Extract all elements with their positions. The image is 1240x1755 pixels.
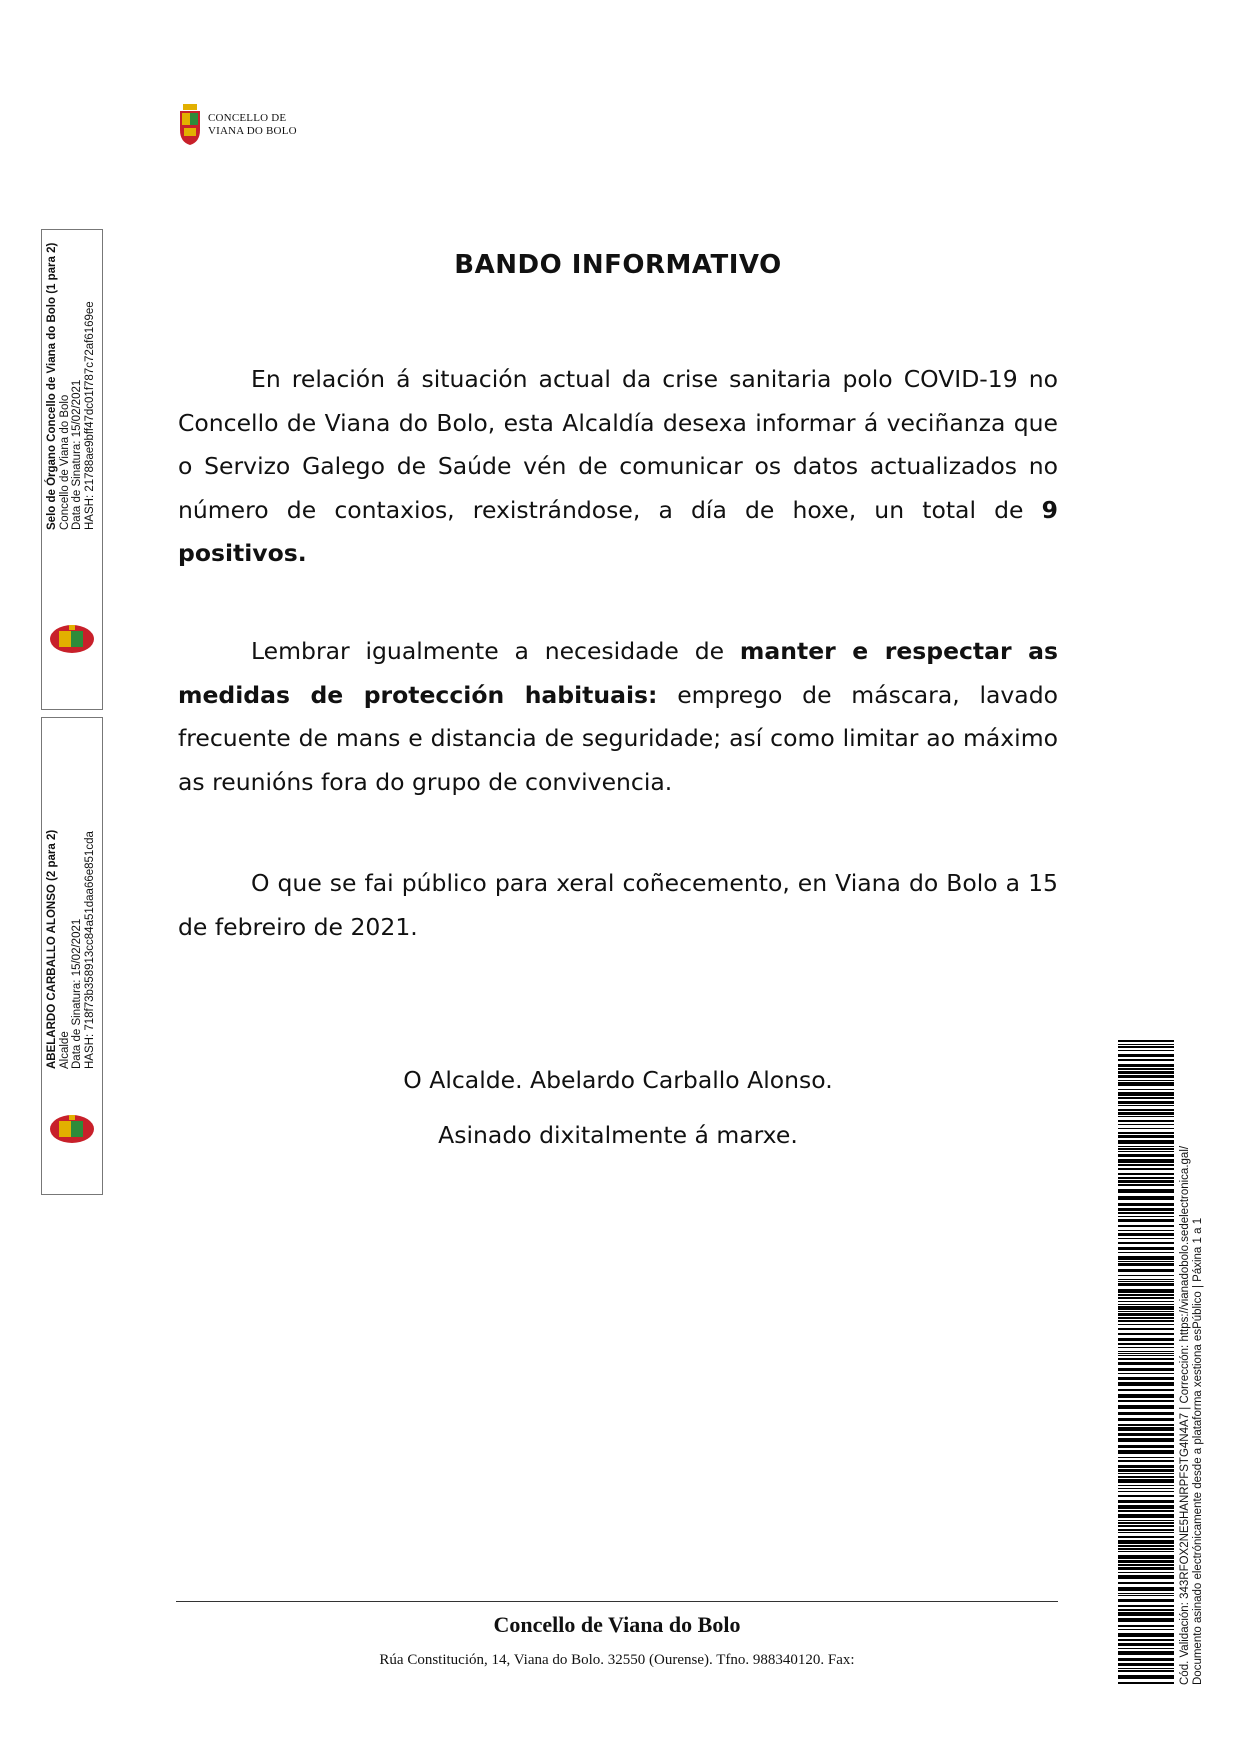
barcode-bar <box>1118 1328 1174 1330</box>
barcode-bar <box>1118 1525 1174 1527</box>
barcode-bar <box>1118 1109 1174 1111</box>
barcode-bar <box>1118 1564 1174 1566</box>
barcode-bar <box>1118 1289 1174 1293</box>
barcode-bar <box>1118 1485 1174 1486</box>
barcode-bar <box>1118 1605 1174 1607</box>
stamp-entity: Concello de Viana do Bolo <box>58 394 71 530</box>
barcode-bar <box>1118 1476 1174 1478</box>
paragraph-situation <box>178 358 1058 576</box>
barcode-bar <box>1118 1101 1174 1104</box>
paragraph-bold-count: 9 positivos. <box>178 495 1058 567</box>
signature-name: O Alcalde. Abelardo Carballo Alonso. <box>403 1066 833 1094</box>
paragraph-text: En relación á situación actual da crise sanitaria polo COVID-19 no Concello de Viana do Bolo, esta Alcaldía desexa informar á veciñanza que o Servizo Galego de Saúde vén de comunicar os datos actualizados no número de contaxios, rexistrándose, a día de hoxe, un total de <box>178 365 1058 524</box>
validation-code-line: Cód. Validación: 343RFOX2NE5HANRPFSTG4N4A7 | Corrección: https://vianadobolo.sedelectronica.gal/ <box>1179 1145 1191 1685</box>
barcode-bar <box>1118 1173 1174 1175</box>
coat-of-arms-icon <box>178 104 202 146</box>
barcode-bar <box>1118 1572 1174 1573</box>
barcode-bar <box>1118 1140 1174 1144</box>
barcode-bar <box>1118 1306 1174 1310</box>
stamp-date: Data de Sinatura: 15/02/2021 <box>71 379 83 530</box>
barcode-bar <box>1118 1212 1174 1214</box>
barcode-bar <box>1118 1400 1174 1402</box>
barcode-bar <box>1118 1633 1174 1637</box>
barcode-bar <box>1118 1473 1174 1474</box>
barcode-bar <box>1118 1128 1174 1129</box>
stamp-text <box>46 243 96 530</box>
barcode-bar <box>1118 1092 1174 1096</box>
barcode-bar <box>1118 1629 1174 1630</box>
barcode-bar <box>1118 1089 1174 1090</box>
barcode-bar <box>1118 1159 1174 1163</box>
barcode-bar <box>1118 1353 1174 1354</box>
paragraph-text: O que se fai público para xeral coñecemento, en Viana do Bolo a 15 de febreiro de 2021. <box>178 869 1058 941</box>
barcode-bar <box>1118 1044 1174 1045</box>
barcode-bar <box>1118 1643 1174 1646</box>
barcode-bar <box>1118 1433 1174 1436</box>
validation-platform-line: Documento asinado electrónicamente desde a plataforma xestiona esPúblico | Páxina 1 a 1 <box>1192 1217 1204 1685</box>
document-title: BANDO INFORMATIVO <box>454 250 782 280</box>
barcode-bar <box>1118 1355 1174 1356</box>
barcode-bar <box>1118 1304 1174 1305</box>
barcode-bar <box>1118 1536 1174 1538</box>
barcode-bar <box>1118 1599 1174 1602</box>
barcode-bar <box>1118 1238 1174 1239</box>
barcode-bar <box>1118 1658 1174 1661</box>
barcode-bar <box>1118 1450 1174 1454</box>
barcode-bar <box>1118 1148 1174 1150</box>
barcode-bar <box>1118 1582 1174 1584</box>
stamp-hash: HASH: 21788ae9bff47dc01f787c72af6169ee <box>83 301 96 530</box>
barcode-bar <box>1118 1675 1174 1679</box>
footer-address: Rúa Constitución, 14, Viana do Bolo. 32550 (Ourense). Tfno. 988340120. Fax: <box>379 1652 855 1668</box>
seal-icon <box>49 1114 95 1144</box>
barcode-bar <box>1118 1320 1174 1322</box>
barcode-bar <box>1118 1064 1174 1067</box>
barcode-bar <box>1118 1324 1174 1325</box>
barcode-bar <box>1118 1373 1174 1374</box>
barcode-bar <box>1118 1297 1174 1299</box>
validation-text <box>1179 1146 1205 1685</box>
paragraph-bold-measures: manter e respectar as medidas de protección habituais: <box>178 637 1058 709</box>
barcode-bar <box>1118 1216 1174 1217</box>
barcode-bar <box>1118 1351 1174 1352</box>
barcode-bar <box>1118 1256 1174 1260</box>
seal-icon <box>49 624 95 654</box>
barcode-bar <box>1118 1668 1174 1669</box>
barcode-bar <box>1118 1080 1174 1081</box>
logo-line2: VIANA DO BOLO <box>208 125 297 137</box>
barcode-bar <box>1118 1520 1174 1521</box>
barcode-bar <box>1118 1445 1174 1448</box>
barcode-bar <box>1118 1275 1174 1276</box>
barcode-bar <box>1118 1609 1174 1611</box>
barcode-bar <box>1118 1317 1174 1319</box>
council-logo <box>178 104 297 146</box>
paragraph-text-b: emprego de máscara, lavado frecuente de mans e distancia de seguridade; así como limitar ao máximo as reunións fora do grupo de convivencia. <box>178 680 1058 796</box>
barcode-bar <box>1118 1313 1174 1316</box>
barcode-bar <box>1118 1625 1174 1627</box>
stamp-role: Alcalde <box>58 1031 71 1069</box>
barcode-bar <box>1118 1682 1174 1684</box>
barcode-bar <box>1118 1203 1174 1206</box>
barcode-bar <box>1118 1071 1174 1074</box>
barcode-bar <box>1118 1424 1174 1426</box>
barcode-bar <box>1118 1551 1174 1552</box>
barcode-bar <box>1118 1059 1174 1061</box>
barcode-bar <box>1118 1465 1174 1468</box>
barcode-bar <box>1118 1124 1174 1125</box>
logo-line1: CONCELLO DE <box>208 112 287 124</box>
barcode-bar <box>1118 1612 1174 1616</box>
barcode-bar <box>1118 1112 1174 1115</box>
signature-stamp-organ <box>41 229 103 710</box>
barcode-bar <box>1118 1500 1174 1503</box>
paragraph-text-a: Lembrar igualmente a necesidade de <box>251 637 740 665</box>
barcode-bar <box>1118 1196 1174 1200</box>
barcode-bar <box>1118 1184 1174 1186</box>
barcode-bar <box>1118 1269 1174 1272</box>
barcode-bar <box>1118 1389 1174 1391</box>
barcode-bar <box>1118 1491 1174 1492</box>
barcode-bar <box>1118 1252 1174 1253</box>
barcode-bar <box>1118 1405 1174 1409</box>
barcode-bar <box>1118 1050 1174 1051</box>
barcode-bar <box>1118 1116 1174 1117</box>
barcode-bar <box>1118 1177 1174 1179</box>
barcode-bar <box>1118 1648 1174 1649</box>
stamp-title: ABELARDO CARBALLO ALONSO (2 para 2) <box>46 829 58 1069</box>
barcode-bar <box>1118 1418 1174 1421</box>
barcode-bar <box>1118 1208 1174 1211</box>
paragraph-measures <box>178 630 1058 804</box>
barcode-bar <box>1118 1560 1174 1563</box>
barcode-bar <box>1118 1438 1174 1442</box>
barcode-bar <box>1118 1555 1174 1559</box>
barcode-bar <box>1118 1230 1174 1231</box>
barcode-bar <box>1118 1427 1174 1431</box>
barcode-bar <box>1118 1545 1174 1547</box>
barcode-bar <box>1118 1457 1174 1458</box>
barcode-bar <box>1118 1054 1174 1057</box>
barcode-bar <box>1118 1261 1174 1262</box>
barcode-bar <box>1118 1120 1174 1122</box>
barcode-bar <box>1118 1168 1174 1170</box>
barcode-bar <box>1118 1046 1174 1048</box>
barcode-bar <box>1118 1343 1174 1345</box>
barcode-bar <box>1118 1347 1174 1348</box>
barcode-bar <box>1118 1151 1174 1152</box>
footer-divider <box>176 1601 1058 1602</box>
barcode-bar <box>1118 1189 1174 1193</box>
barcode-bar <box>1118 1279 1174 1280</box>
barcode-bar <box>1118 1522 1174 1524</box>
barcode-bar <box>1118 1247 1174 1250</box>
barcode-bar <box>1118 1105 1174 1106</box>
barcode-bar <box>1118 1593 1174 1594</box>
barcode-bar <box>1118 1587 1174 1591</box>
barcode-bar <box>1118 1651 1174 1655</box>
barcode-bar <box>1118 1154 1174 1157</box>
barcode-bar <box>1118 1358 1174 1360</box>
barcode-bar <box>1118 1301 1174 1302</box>
barcode-bar <box>1118 1382 1174 1386</box>
stamp-text <box>46 830 96 1069</box>
barcode-bar <box>1118 1567 1174 1570</box>
barcode-bar <box>1118 1311 1174 1312</box>
barcode-bar <box>1118 1488 1174 1489</box>
barcode-bar <box>1118 1338 1174 1341</box>
barcode-bar <box>1118 1281 1174 1282</box>
barcode-bar <box>1118 1132 1174 1134</box>
barcode-bar <box>1118 1164 1174 1166</box>
barcode-bar <box>1118 1540 1174 1544</box>
stamp-title: Selo de Órgano Concello de Viana do Bolo (1 para 2) <box>46 242 58 530</box>
barcode-bar <box>1118 1294 1174 1296</box>
barcode-bar <box>1118 1068 1174 1070</box>
barcode-bar <box>1118 1505 1174 1509</box>
barcode-bar <box>1118 1219 1174 1222</box>
barcode-bar <box>1118 1495 1174 1497</box>
stamp-date: Data de Sinatura: 15/02/2021 <box>71 918 83 1069</box>
barcode-bar <box>1118 1595 1174 1596</box>
barcode-bar <box>1118 1514 1174 1518</box>
barcode-bar <box>1118 1663 1174 1666</box>
paragraph-closing <box>178 862 1058 949</box>
barcode-bar <box>1118 1460 1174 1462</box>
barcode-bar <box>1118 1394 1174 1398</box>
barcode-bar <box>1118 1548 1174 1550</box>
barcode-bar <box>1118 1532 1174 1533</box>
barcode-bar <box>1118 1225 1174 1227</box>
barcode-bar <box>1118 1242 1174 1244</box>
barcode-bar <box>1118 1670 1174 1672</box>
barcode-bar <box>1118 1362 1174 1365</box>
signature-stamp-mayor <box>41 717 103 1195</box>
barcode-bar <box>1118 1529 1174 1531</box>
barcode-bar <box>1118 1412 1174 1415</box>
barcode-bar <box>1118 1368 1174 1371</box>
barcode-bar <box>1118 1575 1174 1579</box>
signature-note: Asinado dixitalmente á marxe. <box>438 1121 798 1149</box>
barcode-bar <box>1118 1377 1174 1380</box>
barcode-bar <box>1118 1040 1174 1042</box>
barcode-bar <box>1118 1233 1174 1236</box>
barcode-bar <box>1118 1618 1174 1622</box>
barcode-bar <box>1118 1082 1174 1086</box>
barcode-bar <box>1118 1283 1174 1286</box>
barcode-bar <box>1118 1135 1174 1138</box>
logo-text <box>208 112 297 138</box>
barcode-bar <box>1118 1263 1174 1266</box>
barcode-bar <box>1118 1510 1174 1512</box>
barcode-bar <box>1118 1479 1174 1483</box>
barcode-bar <box>1118 1146 1174 1147</box>
barcode-bar <box>1118 1075 1174 1078</box>
barcode-bar <box>1118 1469 1174 1472</box>
stamp-hash: HASH: 718f73b358913cc84a51daa66e851cda <box>83 831 96 1069</box>
barcode-bar <box>1118 1333 1174 1335</box>
footer-council-name: Concello de Viana do Bolo <box>493 1612 741 1637</box>
barcode-bar <box>1118 1097 1174 1099</box>
barcode-bar <box>1118 1639 1174 1641</box>
validation-barcode <box>1118 1040 1174 1685</box>
barcode-bar <box>1118 1180 1174 1183</box>
